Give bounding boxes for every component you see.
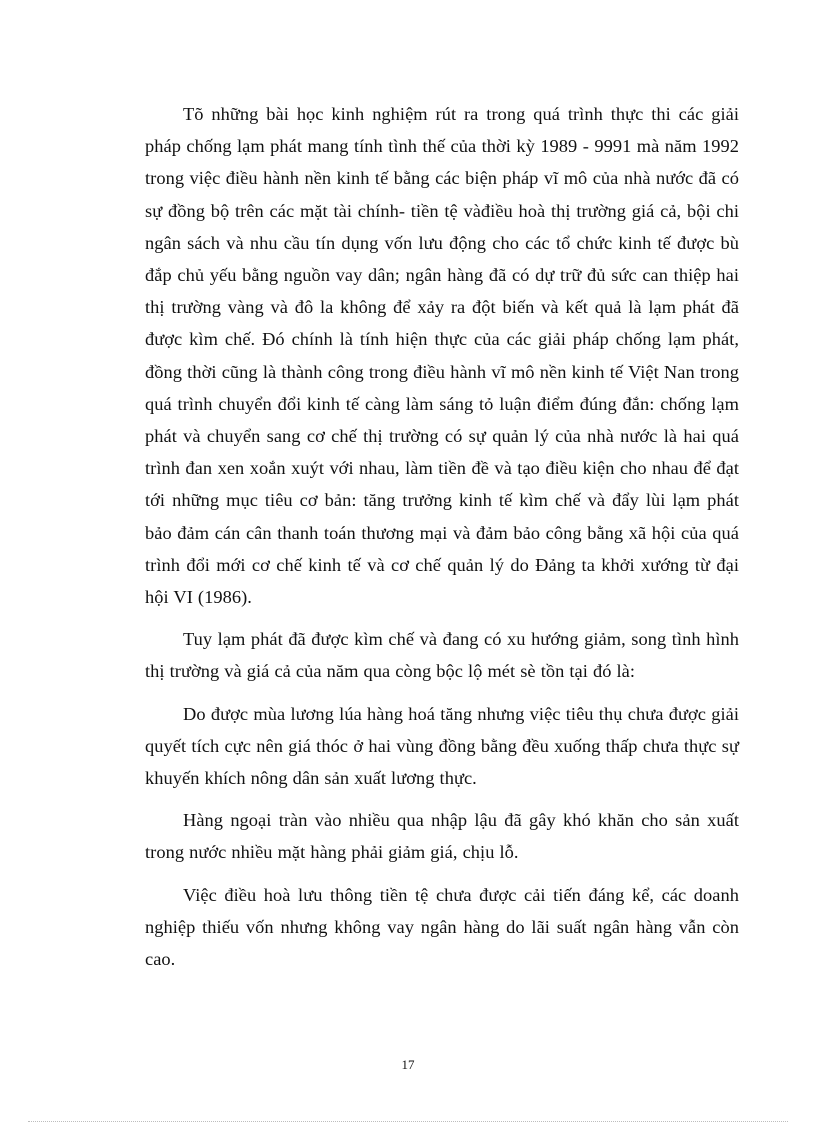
paragraph-monetary-circulation: Việc điều hoà lưu thông tiền tệ chưa được cải tiến đáng kể, các doanh nghiệp thiếu vốn nhưng không vay ngân hàng do lãi suất ngân hàng vẫn còn cao. (145, 884, 739, 970)
paragraph-lessons-learned: Tõ những bài học kinh nghiệm rút ra trong quá trình thực thi các giải pháp chống lạm phát mang tính tình thế của thời kỳ 1989 - 9991 mà năm 1992 trong việc điều hành nền kinh tế bằng các biện pháp vĩ mô của nhà nước đã có sự đồng bộ trên các mặt tài chính- tiền tệ vàđiều hoà thị trường giá cả, bội chi ngân sách và nhu cầu tín dụng vốn lưu động cho các tổ chức kinh tế được bù đắp chủ yếu bằng nguồn vay dân; ngân hàng đã có dự trữ đủ sức can thiệp hai thị trường vàng và đô la không để xảy ra đột biến và kết quả là lạm phát đã được kìm chế. Đó chính là tính hiện thực của các giải pháp chống lạm phát, đồng thời cũng là thành công trong điều hành vĩ mô nền kinh tế Việt Nan trong quá trình chuyển đổi kinh tế càng làm sáng tỏ luận điểm đúng đắn: chống lạm phát và chuyển sang cơ chế thị trường có sự quản lý của nhà nước là hai quá trình đan xen xoắn xuýt với nhau, làm tiền đề và tạo điều kiện cho nhau để đạt tới những mục tiêu cơ bản: tăng trưởng kinh tế kìm chế và đẩy lùi lạm phát bảo đảm cán cân thanh toán thương mại và đảm bảo công bằng xã hội của quá trình đổi mới cơ chế kinh tế và cơ chế quản lý do Đảng ta khởi xướng từ đại hội VI (1986). (145, 104, 739, 608)
paragraph-imported-goods: Hàng ngoại tràn vào nhiều qua nhập lậu đã gây khó khăn cho sản xuất trong nước nhiều mặt hàng phải giảm giá, chịu lỗ. (145, 810, 739, 863)
paragraph-rice-harvest: Do được mùa lương lúa hàng hoá tăng nhưng việc tiêu thụ chưa được giải quyết tích cực nên giá thóc ở hai vùng đồng bằng đều xuống thấp chưa thực sự khuyến khích nông dân sản xuất lương thực. (145, 703, 739, 789)
page-bottom-divider (28, 1121, 788, 1122)
paragraph-market-situation: Tuy lạm phát đã được kìm chế và đang có xu hướng giảm, song tình hình thị trường và giá cả của năm qua còng bộc lộ mét sè tồn tại đó là: (145, 629, 739, 682)
document-body (145, 98, 739, 985)
page-number: 17 (401, 1057, 415, 1072)
